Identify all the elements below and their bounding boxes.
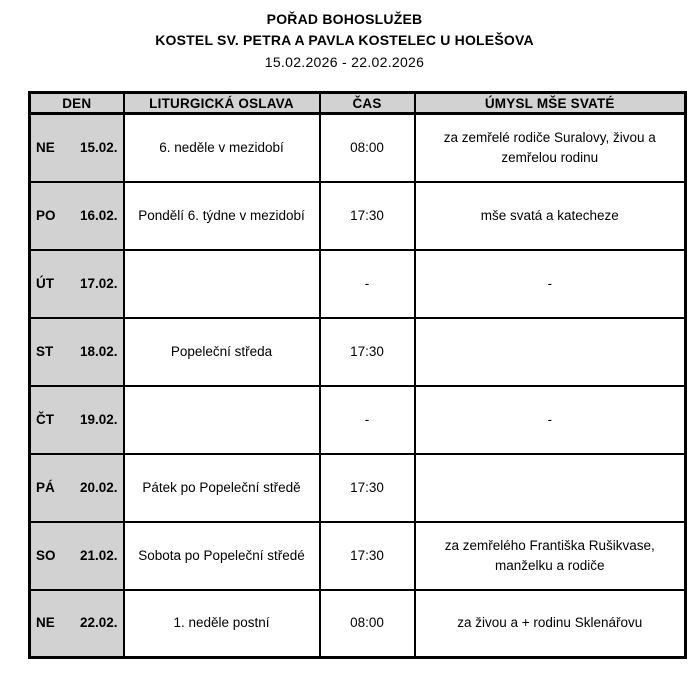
celebration-cell: 1. neděle postní (124, 590, 320, 658)
page-title: POŘAD BOHOSLUŽEB (266, 11, 423, 27)
table-row (30, 182, 686, 250)
table-row (30, 114, 686, 182)
day-abbr: ÚT (36, 275, 54, 291)
col-header-intention: ÚMYSL MŠE SVATÉ (415, 93, 686, 114)
header-row (30, 93, 686, 114)
time-cell: - (320, 250, 415, 318)
time-cell: 17:30 (320, 318, 415, 386)
time-cell: 17:30 (320, 454, 415, 522)
table-row (30, 386, 686, 454)
day-cell (30, 318, 124, 386)
day-cell (30, 522, 124, 590)
intention-cell: - (415, 250, 686, 318)
col-header-day: DEN (30, 93, 124, 114)
day-cell (30, 386, 124, 454)
table-row (30, 318, 686, 386)
day-abbr: PO (36, 207, 56, 223)
intention-cell: za zemřelé rodiče Suralovy, živou a zemřelou rodinu (415, 114, 686, 182)
time-cell: 17:30 (320, 182, 415, 250)
table-row (30, 522, 686, 590)
celebration-cell (124, 250, 320, 318)
table-row (30, 250, 686, 318)
celebration-cell: 6. neděle v mezidobí (124, 114, 320, 182)
day-abbr: ČT (36, 411, 54, 427)
intention-cell: za zemřelého Františka Rušikvase, manželku a rodiče (415, 522, 686, 590)
day-date: 20.02. (79, 479, 118, 495)
time-cell: 17:30 (320, 522, 415, 590)
col-header-time: ČAS (320, 93, 415, 114)
time-cell: 08:00 (320, 590, 415, 658)
day-cell (30, 454, 124, 522)
time-cell: 08:00 (320, 114, 415, 182)
day-date: 16.02. (79, 207, 118, 223)
intention-cell: mše svatá a katecheze (415, 182, 686, 250)
day-abbr: ST (36, 343, 54, 359)
day-abbr: NE (36, 139, 55, 155)
day-date: 21.02. (79, 547, 118, 563)
celebration-cell: Sobota po Popeleční středé (124, 522, 320, 590)
col-header-celebration: LITURGICKÁ OSLAVA (124, 93, 320, 114)
day-cell (30, 114, 124, 182)
day-abbr: NE (36, 615, 55, 631)
time-cell: - (320, 386, 415, 454)
day-date: 17.02. (79, 275, 118, 291)
day-abbr: PÁ (36, 479, 55, 495)
celebration-cell: Popeleční středa (124, 318, 320, 386)
day-cell (30, 182, 124, 250)
schedule-table (28, 91, 687, 659)
intention-cell (415, 454, 686, 522)
table-row (30, 454, 686, 522)
day-date: 18.02. (79, 343, 118, 359)
day-date: 22.02. (79, 615, 118, 631)
intention-cell (415, 318, 686, 386)
celebration-cell (124, 386, 320, 454)
intention-cell: za živou a + rodinu Sklenářovu (415, 590, 686, 658)
day-date: 15.02. (79, 139, 118, 155)
day-cell (30, 250, 124, 318)
date-range: 15.02.2026 - 22.02.2026 (264, 54, 425, 70)
table-row (30, 590, 686, 658)
celebration-cell: Pátek po Popeleční středě (124, 454, 320, 522)
intention-cell: - (415, 386, 686, 454)
day-date: 19.02. (79, 411, 118, 427)
day-abbr: SO (36, 547, 56, 563)
celebration-cell: Pondělí 6. týdne v mezidobí (124, 182, 320, 250)
church-name: KOSTEL SV. PETRA A PAVLA KOSTELEC U HOLEŠOVA (155, 32, 534, 48)
page-header (0, 0, 689, 72)
day-cell (30, 590, 124, 658)
